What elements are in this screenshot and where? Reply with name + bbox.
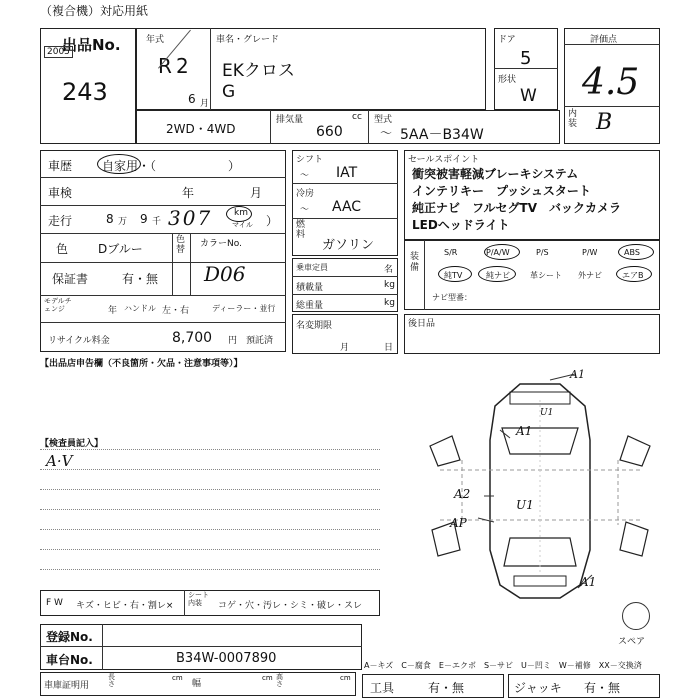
- history-label: 車歴: [48, 159, 73, 173]
- model-change-year: 年: [108, 306, 118, 316]
- inspector-label: 【検査員記入】: [40, 439, 104, 449]
- year-value: 2: [176, 54, 189, 78]
- capacity-label: 乗車定員: [296, 263, 328, 272]
- cert-width-unit: cm: [262, 674, 273, 682]
- diagram-mark-a1-top: A1: [570, 368, 585, 381]
- chassis-value: B34W-0007890: [176, 651, 277, 666]
- mileage-label: 走行: [48, 214, 73, 228]
- lot-number: 243: [62, 78, 108, 106]
- cert-label: 車庫証明用: [44, 681, 90, 691]
- score-label: 評価点: [590, 35, 618, 45]
- color-code: D06: [204, 262, 246, 286]
- cert-height: 高さ: [276, 673, 283, 688]
- notes-header: 【出品店申告欄（不良箇所・欠品・注意事項等）】: [40, 359, 243, 369]
- shift-label: シフト: [296, 155, 324, 165]
- equip-navi: 純ナビ: [486, 271, 510, 280]
- diagram-mark-a2: A2: [454, 487, 471, 501]
- shape-label: 形状: [498, 75, 517, 85]
- legend-items2: コゲ・穴・汚レ・シミ・破レ・スレ: [218, 601, 363, 611]
- diagram-mark-u1-top: U1: [540, 408, 554, 418]
- model-year-label: 年式: [146, 35, 165, 45]
- navi-label: ナビ型番：: [432, 293, 472, 302]
- type-prefix: ～: [380, 126, 393, 140]
- ac-value: AAC: [332, 199, 362, 215]
- color-change-label: 色替: [176, 235, 186, 255]
- jack-label: ジャッキ: [514, 681, 562, 695]
- displacement-label: 排気量: [276, 115, 304, 125]
- later-box: [404, 314, 660, 354]
- recycle-value: 8,700: [172, 330, 213, 346]
- registration-label: 登録No.: [46, 630, 93, 644]
- shift-value: IAT: [336, 165, 358, 181]
- fuel-value: ガソリン: [322, 238, 375, 253]
- form-header: （複合機）対応用紙: [40, 4, 149, 18]
- car-name: EKクロス: [222, 61, 295, 81]
- history-value: 自家用・（ ）: [102, 159, 241, 173]
- diagram-mark-ap: AP: [450, 516, 467, 530]
- drive-text: 2WD・4WD: [166, 122, 236, 136]
- color-value: Dブルー: [98, 242, 143, 256]
- sales-line: 純正ナビ フルセグTV バックカメラ: [412, 201, 621, 215]
- inspector-note: A·V: [46, 452, 73, 470]
- inspection-label: 車検: [48, 186, 73, 200]
- jack-value: 有・無: [584, 681, 621, 695]
- tools-value: 有・無: [428, 681, 465, 695]
- interior-label: 内装: [568, 109, 578, 129]
- color-label: 色: [56, 242, 69, 256]
- ac-prefix: ～: [300, 205, 310, 215]
- car-name-label: 車名・グレード: [216, 35, 280, 45]
- month-value: 6: [188, 92, 196, 106]
- load-label: 積載量: [296, 283, 324, 293]
- mileage-unit: km: [234, 208, 248, 218]
- tools-label: 工具: [370, 681, 395, 695]
- legend-seat: シート内装: [188, 591, 209, 607]
- inspection-month: 月: [250, 186, 263, 200]
- weight-unit: kg: [384, 298, 395, 308]
- sales-lines: [412, 166, 621, 234]
- mileage-rest: 307: [168, 206, 213, 230]
- mileage-sen: 9: [140, 212, 148, 226]
- door-value: 5: [520, 48, 532, 69]
- mileage-paren: ）: [266, 214, 279, 228]
- sales-line: LEDヘッドライト: [412, 218, 510, 232]
- name-change-label: 名変期限: [296, 321, 333, 331]
- equip-abs: ABS: [624, 248, 640, 257]
- lot-year-stamp: 2005: [44, 46, 73, 58]
- mileage-sen-unit: 千: [152, 217, 162, 227]
- handle-label: ハンドル: [124, 304, 156, 313]
- sales-line: 衝突被害軽減ブレーキシステム: [412, 167, 579, 181]
- cert-length-unit: cm: [172, 674, 183, 682]
- score-value: 4.5: [582, 62, 640, 103]
- interior-value: B: [596, 110, 613, 135]
- cert-length: 長さ: [108, 673, 115, 688]
- cert-width: 幅: [192, 679, 202, 689]
- car-grade: G: [222, 82, 236, 102]
- color-code-label: カラーNo.: [200, 239, 242, 249]
- month-unit: 月: [200, 99, 210, 109]
- mileage-unit2: マイル: [232, 221, 253, 229]
- legend-fw: F W: [46, 598, 63, 608]
- ac-label: 冷房: [296, 189, 315, 199]
- shift-prefix: ～: [300, 171, 310, 181]
- name-change-month: 月: [340, 343, 350, 353]
- mileage-man-unit: 万: [118, 217, 128, 227]
- model-change-label: モデルチェンジ: [44, 297, 72, 313]
- cert-height-unit: cm: [340, 674, 351, 682]
- equip-ext-navi: 外ナビ: [578, 271, 602, 280]
- legend-items: キズ・ヒビ・右・割レ×: [76, 601, 174, 611]
- equip-ps: P/S: [536, 248, 549, 257]
- spare-tire-icon: [622, 602, 650, 630]
- diagram-mark-a1-roof: A1: [516, 424, 533, 438]
- equip-tv: 純TV: [444, 271, 463, 280]
- lot-label: 出品No.: [62, 36, 121, 54]
- load-unit: kg: [384, 280, 395, 290]
- era-value: R: [158, 54, 172, 78]
- diagram-mark-u1-center: U1: [516, 498, 534, 512]
- type-label: 型式: [374, 115, 393, 125]
- warranty-value: 有・無: [122, 272, 159, 286]
- equip-airbag: エアB: [622, 271, 644, 280]
- spare-label: スペア: [618, 637, 646, 647]
- handle-value: 左・右: [162, 306, 190, 316]
- dealer-value: ディーラー・並行: [212, 304, 276, 313]
- equip-leather: 革シート: [530, 271, 562, 280]
- damage-codes: A－キズ C－腐食 E－エクボ S－サビ U－凹ミ W－補修 XX－交換済: [364, 661, 642, 670]
- recycle-deposit: 預託済: [246, 336, 274, 346]
- equip-pw: P/W: [582, 248, 598, 257]
- warranty-label: 保証書: [52, 272, 89, 286]
- sales-line: インテリキー プッシュスタート: [412, 184, 591, 198]
- displacement-value: 660: [316, 124, 343, 140]
- weight-label: 総重量: [296, 301, 324, 311]
- diagram-mark-a1-rear: A1: [580, 575, 597, 589]
- recycle-label: リサイクル料金: [48, 336, 110, 346]
- fuel-label: 燃料: [296, 220, 306, 240]
- equip-sr: S/R: [444, 248, 458, 257]
- sales-label: セールスポイント: [408, 155, 480, 165]
- name-change-day: 日: [384, 343, 394, 353]
- inspection-year: 年: [182, 186, 195, 200]
- shape-value: W: [520, 86, 537, 106]
- door-label: ドア: [498, 35, 516, 45]
- displacement-unit: cc: [352, 112, 362, 122]
- later-label: 後日品: [408, 319, 436, 329]
- chassis-label: 車台No.: [46, 653, 93, 667]
- type-value: 5AA－B34W: [400, 127, 484, 143]
- equip-paw: P/A/W: [486, 248, 510, 257]
- recycle-unit: 円: [228, 336, 238, 346]
- equipment-label: 装備: [410, 252, 420, 273]
- mileage-man: 8: [106, 212, 114, 226]
- capacity-unit: 名: [384, 265, 394, 275]
